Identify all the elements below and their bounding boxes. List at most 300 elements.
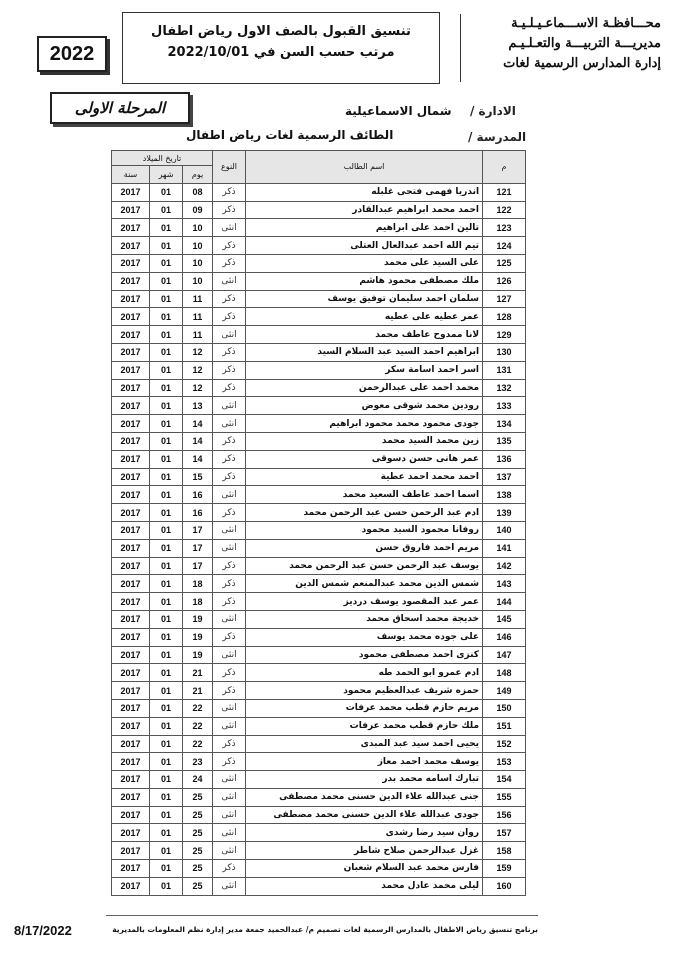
- birth-day-cell: 17: [183, 539, 213, 557]
- table-row: [112, 699, 526, 717]
- table-row: [112, 432, 526, 450]
- serial-number-cell: 129: [483, 326, 526, 344]
- birth-year-cell: 2017: [112, 682, 150, 700]
- gender-header: النوع: [213, 151, 246, 184]
- birth-month-cell: 01: [150, 824, 183, 842]
- serial-number-cell: 126: [483, 272, 526, 290]
- birth-year-cell: 2017: [112, 628, 150, 646]
- birth-year-cell: 2017: [112, 575, 150, 593]
- student-name-cell: عمر هانى حسن دسوقى: [246, 450, 483, 468]
- birth-month-cell: 01: [150, 539, 183, 557]
- table-row: [112, 254, 526, 272]
- birth-month-cell: 01: [150, 432, 183, 450]
- student-name-cell: يوسف محمد احمد معاز: [246, 753, 483, 771]
- gender-cell: ذكر: [213, 183, 246, 201]
- birth-year-cell: 2017: [112, 237, 150, 255]
- gender-cell: ذكر: [213, 628, 246, 646]
- birth-year-cell: 2017: [112, 539, 150, 557]
- document-title: تنسيق القبول بالصف الاول رياض اطفال: [151, 24, 411, 39]
- table-row: [112, 183, 526, 201]
- student-name-cell: خديجة محمد اسحاق محمد: [246, 610, 483, 628]
- birth-day-cell: 19: [183, 610, 213, 628]
- table-row: [112, 735, 526, 753]
- gender-cell: ذكر: [213, 682, 246, 700]
- birth-day-cell: 17: [183, 521, 213, 539]
- serial-number-cell: 135: [483, 432, 526, 450]
- student-name-cell: تيم الله احمد عبدالعال العتلى: [246, 237, 483, 255]
- student-name-cell: شمس الدين محمد عبدالمنعم شمس الدين: [246, 575, 483, 593]
- serial-number-cell: 125: [483, 254, 526, 272]
- student-name-cell: زين محمد السيد محمد: [246, 432, 483, 450]
- table-row: [112, 521, 526, 539]
- birth-year-cell: 2017: [112, 308, 150, 326]
- birth-day-cell: 25: [183, 824, 213, 842]
- birth-year-cell: 2017: [112, 610, 150, 628]
- name-header: اسم الطالب: [246, 151, 483, 184]
- student-name-cell: سلمان احمد سليمان توفيق يوسف: [246, 290, 483, 308]
- table-row: [112, 753, 526, 771]
- birth-day-cell: 16: [183, 504, 213, 522]
- school-value: الطائف الرسمية لغات رياض اطفال: [186, 128, 394, 142]
- school-label: المدرسة /: [468, 130, 527, 144]
- birth-day-cell: 22: [183, 735, 213, 753]
- birth-day-cell: 09: [183, 201, 213, 219]
- birth-day-cell: 10: [183, 254, 213, 272]
- governorate-header: [460, 14, 661, 82]
- serial-number-cell: 132: [483, 379, 526, 397]
- gender-cell: ذكر: [213, 343, 246, 361]
- birth-year-cell: 2017: [112, 521, 150, 539]
- birth-day-cell: 16: [183, 486, 213, 504]
- table-row: [112, 664, 526, 682]
- birth-month-cell: 01: [150, 450, 183, 468]
- table-row: [112, 486, 526, 504]
- gender-cell: ذكر: [213, 504, 246, 522]
- birth-month-cell: 01: [150, 201, 183, 219]
- gender-cell: انثى: [213, 842, 246, 860]
- birth-month-cell: 01: [150, 860, 183, 878]
- document-subtitle: مرتب حسب السن في 2022/10/01: [167, 45, 395, 60]
- student-name-cell: محمد احمد على عبدالرحمن: [246, 379, 483, 397]
- birth-year-cell: 2017: [112, 486, 150, 504]
- student-name-cell: رودين محمد شوقى معوض: [246, 397, 483, 415]
- serial-number-cell: 156: [483, 806, 526, 824]
- serial-number-cell: 142: [483, 557, 526, 575]
- serial-number-cell: 127: [483, 290, 526, 308]
- gender-cell: انثى: [213, 824, 246, 842]
- admin-label: الادارة /: [470, 104, 516, 118]
- gender-cell: ذكر: [213, 237, 246, 255]
- student-name-cell: ادم عبد الرحمن حسن عبد الرحمن محمد: [246, 504, 483, 522]
- gender-cell: ذكر: [213, 735, 246, 753]
- birth-month-cell: 01: [150, 379, 183, 397]
- birth-day-cell: 19: [183, 646, 213, 664]
- table-row: [112, 361, 526, 379]
- birth-day-cell: 23: [183, 753, 213, 771]
- table-row: [112, 877, 526, 895]
- student-name-cell: عمر عبد المقصود يوسف درديز: [246, 593, 483, 611]
- birth-day-cell: 10: [183, 272, 213, 290]
- gender-cell: ذكر: [213, 201, 246, 219]
- gender-cell: ذكر: [213, 593, 246, 611]
- serial-number-cell: 146: [483, 628, 526, 646]
- birth-day-cell: 22: [183, 699, 213, 717]
- birth-month-cell: 01: [150, 308, 183, 326]
- birth-day-cell: 25: [183, 877, 213, 895]
- birth-day-cell: 11: [183, 326, 213, 344]
- serial-number-cell: 128: [483, 308, 526, 326]
- table-row: [112, 290, 526, 308]
- serial-number-cell: 152: [483, 735, 526, 753]
- serial-number-cell: 122: [483, 201, 526, 219]
- birth-year-cell: 2017: [112, 254, 150, 272]
- admin-value: شمال الاسماعيلية: [345, 104, 452, 118]
- student-name-cell: جودى محمود محمد محمود ابراهيم: [246, 415, 483, 433]
- birth-day-cell: 25: [183, 788, 213, 806]
- birth-day-cell: 18: [183, 575, 213, 593]
- department-name: إدارة المدارس الرسمية لغات: [503, 56, 661, 71]
- serial-number-cell: 159: [483, 860, 526, 878]
- birth-year-cell: 2017: [112, 272, 150, 290]
- student-name-cell: مريم حازم قطب محمد عرفات: [246, 699, 483, 717]
- birth-date-header: تاريخ الميلاد: [112, 151, 213, 166]
- birth-day-cell: 14: [183, 450, 213, 468]
- table-row: [112, 842, 526, 860]
- birth-day-cell: 25: [183, 842, 213, 860]
- table-row: [112, 539, 526, 557]
- gender-cell: ذكر: [213, 450, 246, 468]
- gender-cell: انثى: [213, 646, 246, 664]
- gender-cell: ذكر: [213, 308, 246, 326]
- year-badge: 2022: [37, 36, 107, 72]
- birth-year-cell: 2017: [112, 379, 150, 397]
- birth-month-cell: 01: [150, 628, 183, 646]
- birth-day-cell: 22: [183, 717, 213, 735]
- birth-day-cell: 25: [183, 860, 213, 878]
- birth-year-cell: 2017: [112, 806, 150, 824]
- student-name-cell: ملك حازم قطب محمد عرفات: [246, 717, 483, 735]
- serial-number-cell: 136: [483, 450, 526, 468]
- birth-year-cell: 2017: [112, 664, 150, 682]
- table-row: [112, 860, 526, 878]
- birth-day-cell: 21: [183, 682, 213, 700]
- serial-number-cell: 149: [483, 682, 526, 700]
- birth-month-cell: 01: [150, 237, 183, 255]
- gender-cell: انثى: [213, 788, 246, 806]
- serial-number-cell: 131: [483, 361, 526, 379]
- table-row: [112, 628, 526, 646]
- birth-year-cell: 2017: [112, 699, 150, 717]
- birth-year-cell: 2017: [112, 415, 150, 433]
- serial-number-cell: 123: [483, 219, 526, 237]
- table-row: [112, 771, 526, 789]
- birth-year-cell: 2017: [112, 824, 150, 842]
- serial-number-cell: 151: [483, 717, 526, 735]
- birth-month-cell: 01: [150, 486, 183, 504]
- birth-year-cell: 2017: [112, 735, 150, 753]
- student-name-cell: ادم عمرو ابو الحمد طه: [246, 664, 483, 682]
- student-name-cell: تبارك اسامه محمد بدر: [246, 771, 483, 789]
- birth-month-cell: 01: [150, 877, 183, 895]
- gender-cell: انثى: [213, 717, 246, 735]
- birth-month-cell: 01: [150, 397, 183, 415]
- gender-cell: انثى: [213, 610, 246, 628]
- table-row: [112, 593, 526, 611]
- gender-cell: انثى: [213, 771, 246, 789]
- document-title-box: [122, 12, 440, 84]
- student-name-cell: فارس محمد عبد السلام شعبان: [246, 860, 483, 878]
- serial-number-cell: 140: [483, 521, 526, 539]
- birth-year-cell: 2017: [112, 183, 150, 201]
- student-name-cell: تالين احمد على ابراهيم: [246, 219, 483, 237]
- student-name-cell: ليلى محمد عادل محمد: [246, 877, 483, 895]
- birth-year-cell: 2017: [112, 753, 150, 771]
- table-row: [112, 237, 526, 255]
- gender-cell: انثى: [213, 539, 246, 557]
- birth-year-cell: 2017: [112, 842, 150, 860]
- table-row: [112, 450, 526, 468]
- gender-cell: انثى: [213, 806, 246, 824]
- birth-year-cell: 2017: [112, 397, 150, 415]
- birth-year-cell: 2017: [112, 468, 150, 486]
- student-name-cell: جنى عبدالله علاء الدين حسنى محمد مصطفى: [246, 788, 483, 806]
- birth-day-cell: 13: [183, 397, 213, 415]
- birth-month-cell: 01: [150, 557, 183, 575]
- birth-day-cell: 18: [183, 593, 213, 611]
- serial-number-cell: 138: [483, 486, 526, 504]
- birth-year-cell: 2017: [112, 771, 150, 789]
- gender-cell: ذكر: [213, 860, 246, 878]
- birth-year-cell: 2017: [112, 877, 150, 895]
- student-name-cell: ابراهيم احمد السيد عبد السلام السيد: [246, 343, 483, 361]
- birth-month-cell: 01: [150, 593, 183, 611]
- student-name-cell: روان سيد رضا رشدى: [246, 824, 483, 842]
- birth-month-cell: 01: [150, 219, 183, 237]
- birth-month-cell: 01: [150, 521, 183, 539]
- birth-year-cell: 2017: [112, 290, 150, 308]
- serial-number-cell: 158: [483, 842, 526, 860]
- footer-credit: برنامج تنسيق رياض الاطفال بالمدارس الرسمية لغات تصميم م/ عبدالحميد جمعة مدير إدارة نظم المعلومات بالمديرية: [112, 925, 538, 934]
- birth-day-cell: 12: [183, 361, 213, 379]
- student-name-cell: يوسف عبد الرحمن حسن عبد الرحمن محمد: [246, 557, 483, 575]
- num-header: م: [483, 151, 526, 184]
- student-name-cell: روفانا محمود السيد محمود: [246, 521, 483, 539]
- table-row: [112, 557, 526, 575]
- table-row: [112, 824, 526, 842]
- serial-number-cell: 150: [483, 699, 526, 717]
- birth-year-cell: 2017: [112, 788, 150, 806]
- birth-month-cell: 01: [150, 504, 183, 522]
- gender-cell: ذكر: [213, 379, 246, 397]
- serial-number-cell: 144: [483, 593, 526, 611]
- stage-label: المرحلة الاولى: [50, 92, 190, 124]
- table-row: [112, 682, 526, 700]
- gender-cell: انثى: [213, 521, 246, 539]
- birth-day-cell: 24: [183, 771, 213, 789]
- student-name-cell: عمر عطيه على عطيه: [246, 308, 483, 326]
- student-name-cell: كنزى احمد مصطفى محمود: [246, 646, 483, 664]
- directorate-name: مديريـــة التربيـــة والتعـلـيـم: [508, 36, 661, 51]
- birth-year-cell: 2017: [112, 593, 150, 611]
- gender-cell: ذكر: [213, 254, 246, 272]
- birth-month-cell: 01: [150, 753, 183, 771]
- student-name-cell: على جوده محمد يوسف: [246, 628, 483, 646]
- birth-day-cell: 19: [183, 628, 213, 646]
- birth-month-cell: 01: [150, 575, 183, 593]
- month-header: شهر: [150, 166, 183, 184]
- serial-number-cell: 148: [483, 664, 526, 682]
- birth-day-cell: 17: [183, 557, 213, 575]
- serial-number-cell: 145: [483, 610, 526, 628]
- gender-cell: ذكر: [213, 290, 246, 308]
- table-row: [112, 308, 526, 326]
- table-row: [112, 806, 526, 824]
- serial-number-cell: 134: [483, 415, 526, 433]
- table-row: [112, 343, 526, 361]
- serial-number-cell: 154: [483, 771, 526, 789]
- student-name-cell: حمزه شريف عبدالعظيم محمود: [246, 682, 483, 700]
- birth-day-cell: 11: [183, 290, 213, 308]
- student-name-cell: مريم احمد فاروق حسن: [246, 539, 483, 557]
- birth-month-cell: 01: [150, 254, 183, 272]
- birth-month-cell: 01: [150, 771, 183, 789]
- student-name-cell: لانا ممدوح عاطف محمد: [246, 326, 483, 344]
- student-name-cell: اسر احمد اسامة سكر: [246, 361, 483, 379]
- birth-month-cell: 01: [150, 717, 183, 735]
- student-name-cell: على السيد على محمد: [246, 254, 483, 272]
- serial-number-cell: 157: [483, 824, 526, 842]
- birth-year-cell: 2017: [112, 860, 150, 878]
- gender-cell: انثى: [213, 219, 246, 237]
- birth-year-cell: 2017: [112, 504, 150, 522]
- birth-day-cell: 21: [183, 664, 213, 682]
- birth-year-cell: 2017: [112, 557, 150, 575]
- birth-month-cell: 01: [150, 788, 183, 806]
- birth-month-cell: 01: [150, 664, 183, 682]
- birth-year-cell: 2017: [112, 201, 150, 219]
- birth-day-cell: 08: [183, 183, 213, 201]
- birth-day-cell: 14: [183, 415, 213, 433]
- day-header: يوم: [183, 166, 213, 184]
- gender-cell: انثى: [213, 486, 246, 504]
- table-row: [112, 610, 526, 628]
- student-name-cell: اسما احمد عاطف السعيد محمد: [246, 486, 483, 504]
- birth-month-cell: 01: [150, 468, 183, 486]
- serial-number-cell: 147: [483, 646, 526, 664]
- student-name-cell: جودى عبدالله علاء الدين حسنى محمد مصطفى: [246, 806, 483, 824]
- birth-month-cell: 01: [150, 682, 183, 700]
- table-row: [112, 201, 526, 219]
- birth-month-cell: 01: [150, 361, 183, 379]
- gender-cell: انثى: [213, 877, 246, 895]
- table-row: [112, 646, 526, 664]
- gender-cell: ذكر: [213, 753, 246, 771]
- serial-number-cell: 160: [483, 877, 526, 895]
- footer-date: 8/17/2022: [14, 923, 72, 938]
- student-name-cell: احمد محمد احمد عطية: [246, 468, 483, 486]
- birth-day-cell: 14: [183, 432, 213, 450]
- birth-month-cell: 01: [150, 735, 183, 753]
- gender-cell: انثى: [213, 326, 246, 344]
- student-name-cell: يحيى احمد سيد عبد المبدى: [246, 735, 483, 753]
- table-row: [112, 219, 526, 237]
- table-row: [112, 717, 526, 735]
- student-name-cell: ملك مصطفى محمود هاشم: [246, 272, 483, 290]
- birth-month-cell: 01: [150, 415, 183, 433]
- birth-month-cell: 01: [150, 290, 183, 308]
- table-row: [112, 468, 526, 486]
- birth-day-cell: 15: [183, 468, 213, 486]
- serial-number-cell: 124: [483, 237, 526, 255]
- birth-year-cell: 2017: [112, 432, 150, 450]
- birth-year-cell: 2017: [112, 343, 150, 361]
- gender-cell: انثى: [213, 415, 246, 433]
- table-row: [112, 504, 526, 522]
- birth-year-cell: 2017: [112, 450, 150, 468]
- table-row: [112, 397, 526, 415]
- footer-divider: [106, 915, 538, 916]
- student-name-cell: غزل عبدالرحمن صلاح شاطر: [246, 842, 483, 860]
- student-name-cell: احمد محمد ابراهيم عبدالقادر: [246, 201, 483, 219]
- table-row: [112, 788, 526, 806]
- birth-month-cell: 01: [150, 610, 183, 628]
- birth-year-cell: 2017: [112, 646, 150, 664]
- birth-day-cell: 10: [183, 237, 213, 255]
- gender-cell: ذكر: [213, 575, 246, 593]
- birth-day-cell: 11: [183, 308, 213, 326]
- birth-month-cell: 01: [150, 326, 183, 344]
- birth-month-cell: 01: [150, 699, 183, 717]
- serial-number-cell: 133: [483, 397, 526, 415]
- gender-cell: انثى: [213, 272, 246, 290]
- serial-number-cell: 153: [483, 753, 526, 771]
- table-row: [112, 272, 526, 290]
- serial-number-cell: 137: [483, 468, 526, 486]
- serial-number-cell: 141: [483, 539, 526, 557]
- birth-month-cell: 01: [150, 343, 183, 361]
- birth-month-cell: 01: [150, 806, 183, 824]
- birth-day-cell: 25: [183, 806, 213, 824]
- gender-cell: ذكر: [213, 361, 246, 379]
- serial-number-cell: 143: [483, 575, 526, 593]
- table-row: [112, 575, 526, 593]
- serial-number-cell: 139: [483, 504, 526, 522]
- birth-day-cell: 10: [183, 219, 213, 237]
- gender-cell: ذكر: [213, 664, 246, 682]
- gender-cell: انثى: [213, 397, 246, 415]
- governorate-name: محـــافظـة الاســـماعـيـلـيـة: [511, 16, 661, 31]
- student-name-cell: اندريا فهمى فتحى غلبله: [246, 183, 483, 201]
- birth-day-cell: 12: [183, 379, 213, 397]
- gender-cell: انثى: [213, 699, 246, 717]
- birth-year-cell: 2017: [112, 361, 150, 379]
- gender-cell: ذكر: [213, 468, 246, 486]
- birth-month-cell: 01: [150, 646, 183, 664]
- serial-number-cell: 130: [483, 343, 526, 361]
- year-header: سنة: [112, 166, 150, 184]
- serial-number-cell: 155: [483, 788, 526, 806]
- gender-cell: ذكر: [213, 432, 246, 450]
- table-row: [112, 415, 526, 433]
- birth-year-cell: 2017: [112, 326, 150, 344]
- birth-year-cell: 2017: [112, 717, 150, 735]
- birth-day-cell: 12: [183, 343, 213, 361]
- table-row: [112, 379, 526, 397]
- birth-month-cell: 01: [150, 272, 183, 290]
- gender-cell: ذكر: [213, 557, 246, 575]
- birth-month-cell: 01: [150, 183, 183, 201]
- students-table: [111, 150, 526, 896]
